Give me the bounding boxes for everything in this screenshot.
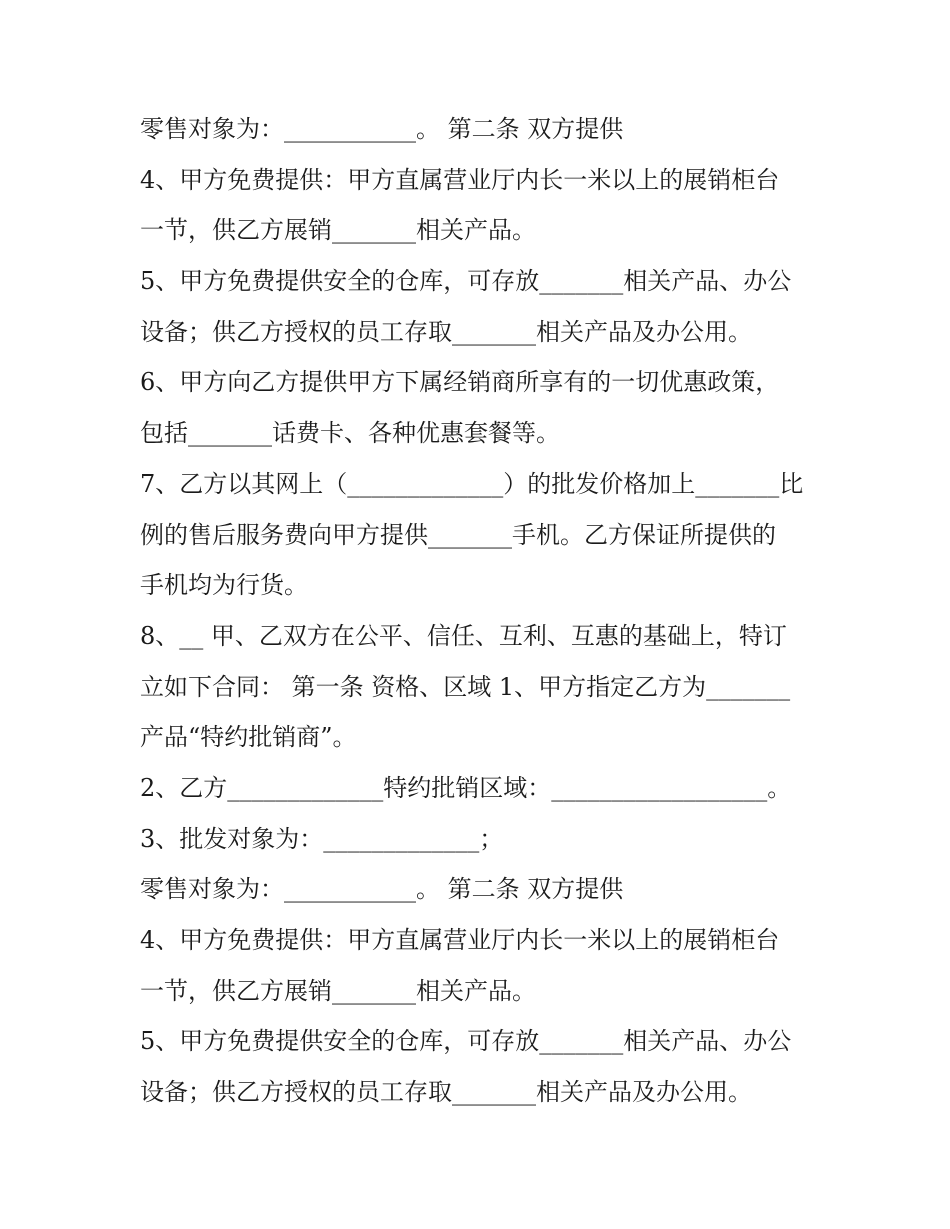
text-line: 设备；供乙方授权的员工存取_______相关产品及办公用。	[140, 317, 752, 346]
document-body	[140, 104, 810, 1118]
text-line: 7、乙方以其网上（_____________）的批发价格加上_______比	[140, 469, 804, 498]
text-line: 一节，供乙方展销_______相关产品。	[140, 216, 536, 245]
text-line: 4、甲方免费提供：甲方直属营业厅内长一米以上的展销柜台	[140, 926, 780, 954]
text-line: 一节，供乙方展销_______相关产品。	[140, 976, 536, 1005]
text-line: 手机均为行货。	[140, 571, 308, 600]
text-line: 包括_______话费卡、各种优惠套餐等。	[140, 419, 560, 448]
text-line: 5、甲方免费提供安全的仓库，可存放_______相关产品、办公	[140, 1027, 792, 1056]
text-line: 3、批发对象为：_____________；	[140, 824, 504, 853]
text-line: 8、__ 甲、乙双方在公平、信任、互利、互惠的基础上，特订	[140, 621, 787, 650]
text-line: 4、甲方免费提供：甲方直属营业厅内长一米以上的展销柜台	[140, 165, 780, 194]
text-line: 零售对象为：___________。 第二条 双方提供	[140, 875, 624, 904]
text-line: 2、乙方_____________特约批销区域：__________________。	[140, 773, 792, 802]
text-line: 产品“特约批销商”。	[140, 723, 357, 752]
text-line: 立如下合同： 第一条 资格、区域 1、甲方指定乙方为_______	[140, 672, 791, 701]
text-line: 5、甲方免费提供安全的仓库，可存放_______相关产品、办公	[140, 267, 792, 296]
text-line: 零售对象为：___________。 第二条 双方提供	[140, 115, 624, 143]
text-line: 设备；供乙方授权的员工存取_______相关产品及办公用。	[140, 1078, 752, 1107]
text-line: 例的售后服务费向甲方提供_______手机。乙方保证所提供的	[140, 520, 776, 549]
text-line: 6、甲方向乙方提供甲方下属经销商所享有的一切优惠政策，	[140, 368, 780, 397]
